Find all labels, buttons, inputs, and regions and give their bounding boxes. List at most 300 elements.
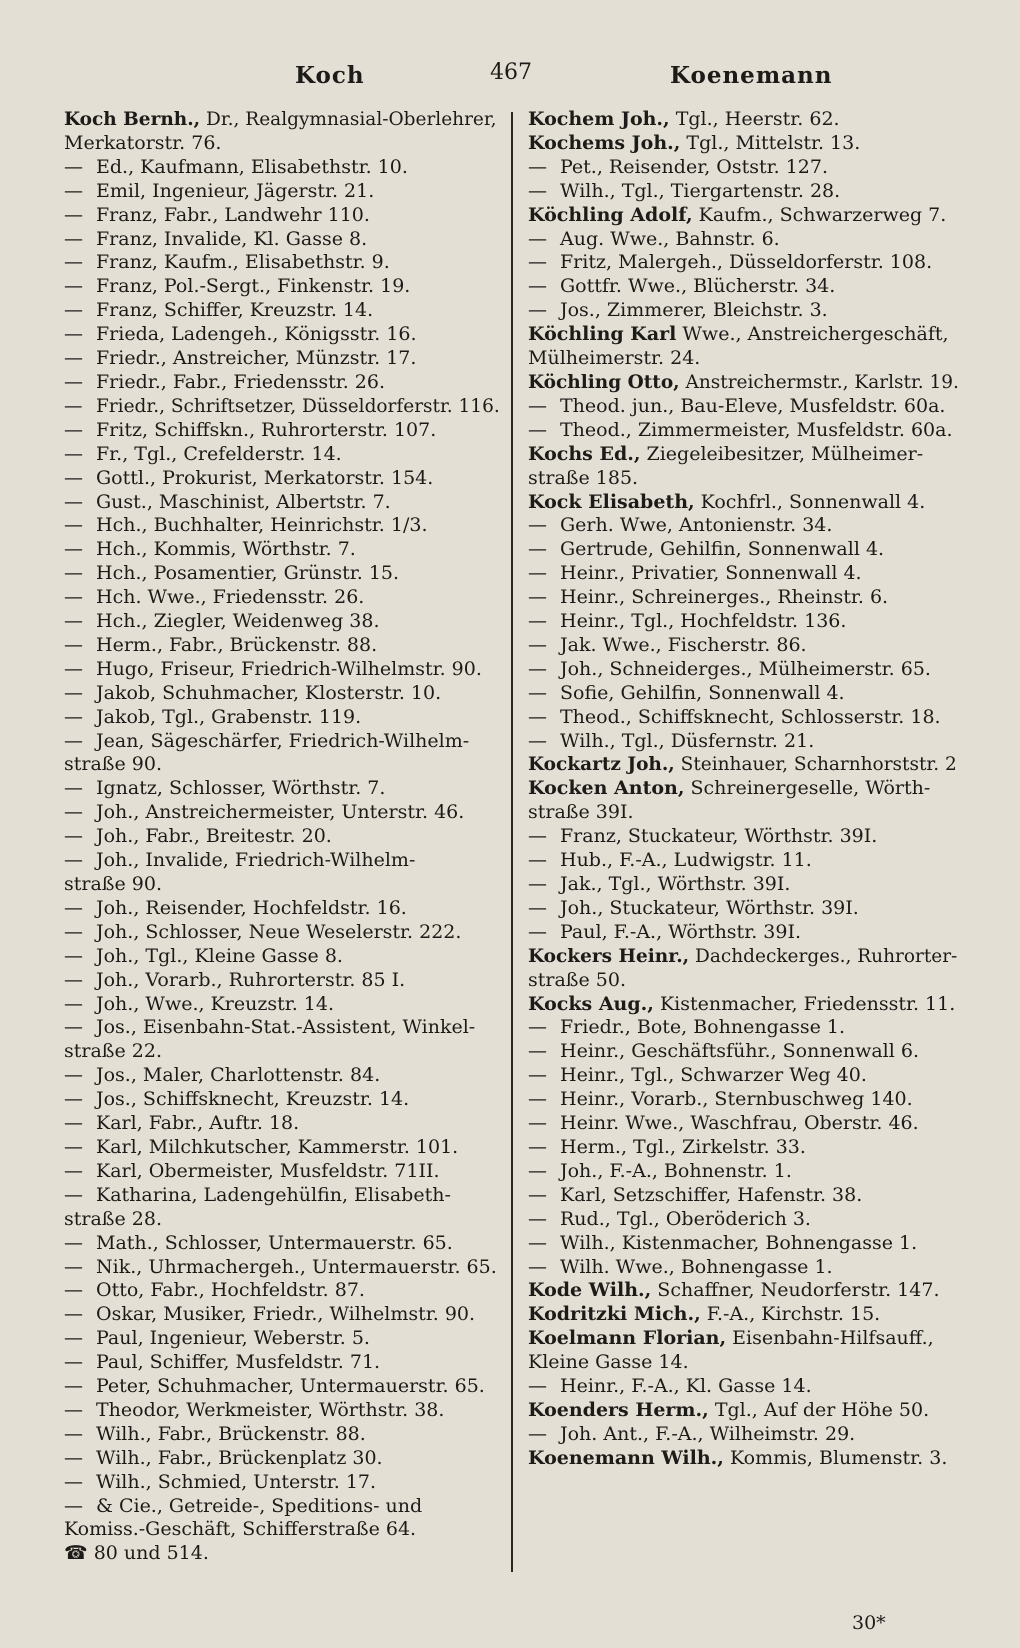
directory-entry [528,1208,960,1232]
entry-details: Paul, Schiffer, Musfeldstr. 71. [96,1351,381,1374]
ditto-dash: — [528,1135,547,1158]
ditto-dash: — [64,466,83,489]
directory-entry [528,395,960,419]
directory-entry [528,371,960,395]
directory-entry [64,1327,500,1351]
directory-entry [528,108,960,132]
entry-surname: Köchling Adolf, [528,203,693,226]
entry-details: Heinr. Wwe., Waschfrau, Oberstr. 46. [560,1112,919,1135]
directory-entry [528,562,960,586]
entry-details: Peter, Schuhmacher, Untermauerstr. 65. [96,1375,485,1398]
directory-entry [528,1303,960,1327]
entry-details: Wilh., Schmied, Unterstr. 17. [96,1470,377,1493]
ditto-dash: — [528,849,547,872]
ditto-dash: — [528,681,547,704]
directory-entry [64,275,500,299]
entry-details: Tgl., Mittelstr. 13. [686,131,861,154]
directory-entry [528,1136,960,1160]
ditto-dash: — [64,155,83,178]
entry-details: Jakob, Tgl., Grabenstr. 119. [96,705,362,728]
entry-details: Hch., Buchhalter, Heinrichstr. 1/3. [96,514,428,537]
ditto-dash: — [528,1159,547,1182]
entry-details: & Cie., Getreide-, Speditions- und [96,1494,423,1517]
directory-entry [64,610,500,634]
directory-entry [64,1423,500,1447]
entry-details: Heinr., Privatier, Sonnenwall 4. [560,562,862,585]
entry-details: Franz, Stuckateur, Wörthstr. 39I. [560,825,878,848]
entry-continuation [528,1351,960,1375]
ditto-dash: — [64,920,83,943]
entry-details: Paul, Ingenieur, Weberstr. 5. [96,1327,370,1350]
ditto-dash: — [64,1446,83,1469]
directory-entry [528,1256,960,1280]
entry-surname: Koenders Herm., [528,1398,709,1421]
directory-entry [528,586,960,610]
ditto-dash: — [528,538,547,561]
entry-continuation [528,969,960,993]
directory-entry [64,634,500,658]
ditto-dash: — [64,179,83,202]
entry-details: Gust., Maschinist, Albertstr. 7. [96,490,391,513]
ditto-dash: — [64,777,83,800]
entry-details: Math., Schlosser, Untermauerstr. 65. [96,1231,453,1254]
entry-details: Friedr., Anstreicher, Münzstr. 17. [96,347,417,370]
entry-details: Tgl., Heerstr. 62. [675,108,840,130]
ditto-dash: — [64,251,83,274]
ditto-dash: — [64,633,83,656]
entry-continuation [528,467,960,491]
entry-text: straße 90. [64,873,162,895]
entry-details: Theod., Schiffsknecht, Schlosserstr. 18. [560,705,941,728]
entry-details: Joh., Schlosser, Neue Weselerstr. 222. [96,920,462,943]
entry-details: Herm., Tgl., Zirkelstr. 33. [560,1135,806,1158]
entry-details: Joh., Schneiderges., Mülheimerstr. 65. [560,657,931,680]
ditto-dash: — [64,1255,83,1278]
entry-text: Merkatorstr. 76. [64,131,222,154]
entry-details: Schreinergeselle, Wörth- [690,777,931,800]
directory-entry [64,1303,500,1327]
ditto-dash: — [528,729,547,752]
ditto-dash: — [528,825,547,848]
ditto-dash: — [64,705,83,728]
entry-surname: Kodritzki Mich., [528,1303,701,1326]
ditto-dash: — [528,1016,547,1039]
ditto-dash: — [528,275,547,298]
entry-details: Heinr., Tgl., Hochfeldstr. 136. [560,610,847,633]
entry-details: Joh., Anstreichermeister, Unterstr. 46. [96,801,465,824]
ditto-dash: — [528,1088,547,1111]
entry-text: straße 39I. [528,801,634,824]
directory-entry [64,586,500,610]
ditto-dash: — [64,968,83,991]
directory-entry [528,1112,960,1136]
directory-entry [528,825,960,849]
entry-details: Karl, Obermeister, Musfeldstr. 71II. [96,1159,440,1182]
ditto-dash: — [528,1112,547,1135]
ditto-dash: — [528,227,547,250]
directory-entry [528,514,960,538]
directory-entry [528,419,960,443]
directory-entry [64,1088,500,1112]
ditto-dash: — [64,657,83,680]
directory-entry [528,1160,960,1184]
ditto-dash: — [528,394,547,417]
entry-details: Karl, Milchkutscher, Kammerstr. 101. [96,1135,459,1158]
right-column [528,108,960,1471]
entry-surname: Köchling Otto, [528,371,680,393]
directory-entry [528,538,960,562]
directory-entry [64,993,500,1017]
entry-details: Emil, Ingenieur, Jägerstr. 21. [96,179,375,202]
directory-entry [528,1399,960,1423]
directory-entry [528,1375,960,1399]
ditto-dash: — [528,1255,547,1278]
ditto-dash: — [64,1135,83,1158]
header-first-name: Koch [295,62,365,89]
entry-details: Joh., Tgl., Kleine Gasse 8. [96,944,343,967]
directory-entry [64,706,500,730]
ditto-dash: — [64,347,83,370]
directory-entry [528,228,960,252]
directory-entry [64,658,500,682]
ditto-dash: — [64,1112,83,1135]
ditto-dash: — [528,562,547,585]
directory-entry [64,347,500,371]
directory-entry [528,204,960,228]
entry-surname: Koch Bernh., [64,109,201,130]
entry-details: Joh., Wwe., Kreuzstr. 14. [96,992,335,1015]
directory-entry [64,849,500,873]
ditto-dash: — [528,179,547,202]
directory-entry [64,228,500,252]
ditto-dash: — [64,896,83,919]
directory-entry [528,491,960,515]
directory-entry [528,730,960,754]
ditto-dash: — [64,1375,83,1398]
directory-entry [64,1184,500,1208]
entry-surname: Koenemann Wilh., [528,1446,724,1469]
ditto-dash: — [64,1064,83,1087]
entry-details: Jos., Schiffsknecht, Kreuzstr. 14. [96,1088,410,1111]
directory-entry [528,610,960,634]
entry-details: Herm., Fabr., Brückenstr. 88. [96,633,378,656]
directory-entry [528,945,960,969]
directory-entry [528,1184,960,1208]
directory-entry [528,251,960,275]
directory-entry [528,1447,960,1471]
entry-details: Anstreichermstr., Karlstr. 19. [685,371,959,393]
directory-entry [64,1160,500,1184]
directory-entry [64,897,500,921]
ditto-dash: — [528,1231,547,1254]
entry-details: Ignatz, Schlosser, Wörthstr. 7. [96,777,386,800]
entry-details: Joh., Invalide, Friedrich-Wilhelm- [96,849,416,872]
entry-details: Fr., Tgl., Crefelderstr. 14. [96,442,342,465]
entry-surname: Kocken Anton, [528,777,685,800]
entry-details: Franz, Kaufm., Elisabethstr. 9. [96,251,390,274]
ditto-dash: — [64,944,83,967]
ditto-dash: — [528,657,547,680]
directory-entry [64,562,500,586]
directory-entry [64,419,500,443]
directory-entry [528,132,960,156]
entry-details: Hch., Posamentier, Grünstr. 15. [96,562,400,585]
ditto-dash: — [528,896,547,919]
directory-entry [528,156,960,180]
entry-details: Theodor, Werkmeister, Wörthstr. 38. [96,1398,445,1421]
ditto-dash: — [64,1303,83,1326]
entry-continuation [64,873,500,897]
header-last-name: Koenemann [670,62,833,89]
entry-text: straße 50. [528,968,626,991]
entry-details: Tgl., Auf der Höhe 50. [714,1398,930,1421]
entry-details: Hugo, Friseur, Friedrich-Wilhelmstr. 90. [96,657,482,680]
entry-details: Otto, Fabr., Hochfeldstr. 87. [96,1279,365,1302]
directory-entry [528,873,960,897]
entry-details: Sofie, Gehilfin, Sonnenwall 4. [560,681,845,704]
entry-continuation [64,1040,500,1064]
ditto-dash: — [64,681,83,704]
entry-details: Jos., Zimmerer, Bleichstr. 3. [560,299,828,322]
entry-details: Kaufm., Schwarzerweg 7. [698,203,947,226]
directory-entry [64,204,500,228]
directory-entry [64,1399,500,1423]
ditto-dash: — [64,1231,83,1254]
entry-surname: Köchling Karl [528,323,677,346]
entry-details: Oskar, Musiker, Friedr., Wilhelmstr. 90. [96,1303,476,1326]
ditto-dash: — [528,1064,547,1087]
entry-text: Komiss.-Geschäft, Schifferstraße 64. [64,1518,417,1541]
directory-entry [64,108,500,132]
entry-details: Franz, Schiffer, Kreuzstr. 14. [96,299,374,322]
entry-continuation [528,347,960,371]
entry-details: Jakob, Schuhmacher, Klosterstr. 10. [96,681,442,704]
directory-entry [528,443,960,467]
directory-entry [528,706,960,730]
ditto-dash: — [528,514,547,537]
directory-entry [64,730,500,754]
entry-details: Wilh., Tgl., Düsfernstr. 21. [560,729,815,752]
entry-continuation [64,753,500,777]
entry-details: Wilh., Tgl., Tiergartenstr. 28. [560,179,841,202]
entry-details: Gottl., Prokurist, Merkatorstr. 154. [96,466,434,489]
entry-surname: Kochems Joh., [528,131,681,154]
directory-entry [64,514,500,538]
entry-details: Karl, Setzschiffer, Hafenstr. 38. [560,1183,863,1206]
directory-entry [64,156,500,180]
entry-continuation [64,132,500,156]
ditto-dash: — [528,418,547,441]
directory-entry [528,897,960,921]
ditto-dash: — [528,1207,547,1230]
ditto-dash: — [64,1159,83,1182]
entry-details: Friedr., Fabr., Friedensstr. 26. [96,370,386,393]
directory-entry [528,753,960,777]
directory-entry [64,251,500,275]
directory-entry [64,1375,500,1399]
directory-entry [64,777,500,801]
entry-details: Gottfr. Wwe., Blücherstr. 34. [560,275,836,298]
ditto-dash: — [64,1351,83,1374]
entry-surname: Kockartz Joh., [528,754,675,776]
entry-details: Heinr., Tgl., Schwarzer Weg 40. [560,1064,867,1087]
entry-details: Theod. jun., Bau-Eleve, Musfeldstr. 60a. [560,394,946,417]
entry-surname: Kockers Heinr., [528,945,690,967]
ditto-dash: — [64,992,83,1015]
ditto-dash: — [64,562,83,585]
directory-entry [528,777,960,801]
ditto-dash: — [64,1422,83,1445]
entry-text: straße 22. [64,1040,162,1063]
ditto-dash: — [528,633,547,656]
directory-entry [528,921,960,945]
entry-text: straße 185. [528,466,639,489]
ditto-dash: — [64,1398,83,1421]
entry-details: Franz, Pol.-Sergt., Finkenstr. 19. [96,275,411,298]
entry-details: Friedr., Schriftsetzer, Düsseldorferstr. 116. [96,395,500,417]
ditto-dash: — [64,1088,83,1111]
directory-entry [64,395,500,419]
ditto-dash: — [64,1494,83,1517]
entry-surname: Kocks Aug., [528,992,654,1015]
directory-entry [64,969,500,993]
entry-details: Jean, Sägeschärfer, Friedrich-Wilhelm- [96,729,470,752]
entry-text: ☎ 80 und 514. [64,1542,209,1565]
entry-details: Wwe., Anstreichergeschäft, [682,323,949,346]
entry-details: Rud., Tgl., Oberöderich 3. [560,1207,811,1230]
ditto-dash: — [64,801,83,824]
directory-entry [528,275,960,299]
entry-details: Friedr., Bote, Bohnengasse 1. [560,1016,845,1039]
directory-entry [528,993,960,1017]
ditto-dash: — [64,490,83,513]
entry-details: Joh. Ant., F.-A., Wilheimstr. 29. [560,1422,856,1445]
entry-details: Dachdeckerges., Ruhrorter- [695,945,958,967]
entry-details: Fritz, Malergeh., Düsseldorferstr. 108. [560,251,933,274]
entry-details: Jak., Tgl., Wörthstr. 39I. [560,873,791,895]
directory-entry [64,467,500,491]
entry-continuation [64,1518,500,1542]
ditto-dash: — [528,586,547,609]
ditto-dash: — [64,1016,83,1039]
ditto-dash: — [64,442,83,465]
entry-details: Hch. Wwe., Friedensstr. 26. [96,586,365,609]
entry-details: Wilh., Fabr., Brückenstr. 88. [96,1422,366,1445]
ditto-dash: — [64,1470,83,1493]
entry-details: Jak. Wwe., Fischerstr. 86. [560,633,807,656]
entry-details: Heinr., Schreinerges., Rheinstr. 6. [560,586,889,609]
directory-entry [528,180,960,204]
entry-surname: Kochs Ed., [528,442,641,465]
entry-surname: Kock Elisabeth, [528,490,695,513]
entry-details: Heinr., Geschäftsführ., Sonnenwall 6. [560,1040,919,1063]
entry-details: Hub., F.-A., Ludwigstr. 11. [560,849,812,872]
entry-details: Kommis, Blumenstr. 3. [729,1446,948,1469]
directory-entry [528,1327,960,1351]
ditto-dash: — [64,227,83,250]
entry-details: Frieda, Ladengeh., Königsstr. 16. [96,323,417,346]
entry-details: Joh., Vorarb., Ruhrorterstr. 85 I. [96,968,406,991]
ditto-dash: — [528,610,547,633]
ditto-dash: — [64,538,83,561]
directory-entry [528,849,960,873]
entry-details: Kochfrl., Sonnenwall 4. [700,490,926,513]
directory-entry [528,658,960,682]
directory-entry [528,1064,960,1088]
entry-details: Gerh. Wwe, Antonienstr. 34. [560,514,833,537]
entry-continuation [64,1542,500,1566]
ditto-dash: — [64,1279,83,1302]
ditto-dash: — [528,155,547,178]
entry-details: Katharina, Ladengehülfin, Elisabeth- [96,1183,451,1206]
directory-entry [64,1471,500,1495]
entry-details: Karl, Fabr., Auftr. 18. [96,1112,300,1135]
ditto-dash: — [64,299,83,322]
directory-entry [64,538,500,562]
directory-entry [64,682,500,706]
entry-text: Mülheimerstr. 24. [528,347,701,370]
directory-entry [64,299,500,323]
ditto-dash: — [64,275,83,298]
entry-details: Aug. Wwe., Bahnstr. 6. [560,227,780,250]
entry-details: Jos., Eisenbahn-Stat.-Assistent, Winkel- [96,1016,476,1039]
directory-entry [528,682,960,706]
entry-details: Franz, Fabr., Landwehr 110. [96,203,370,226]
entry-details: Nik., Uhrmachergeh., Untermauerstr. 65. [96,1255,497,1278]
directory-entry [64,801,500,825]
ditto-dash: — [528,920,547,943]
left-column [64,108,500,1566]
entry-text: straße 28. [64,1207,162,1230]
ditto-dash: — [64,370,83,393]
page-header [60,58,960,98]
column-divider [511,112,513,1572]
entry-details: Fritz, Schiffskn., Ruhrorterstr. 107. [96,418,437,441]
ditto-dash: — [528,705,547,728]
ditto-dash: — [528,1375,547,1398]
directory-entry [528,1232,960,1256]
directory-entry [64,1279,500,1303]
ditto-dash: — [64,1183,83,1206]
directory-entry [64,443,500,467]
entry-details: Joh., Fabr., Breitestr. 20. [96,825,332,848]
entry-details: Paul, F.-A., Wörthstr. 39I. [560,920,801,943]
ditto-dash: — [64,323,83,346]
ditto-dash: — [64,849,83,872]
entry-text: straße 90. [64,753,162,776]
entry-details: Jos., Maler, Charlottenstr. 84. [96,1064,381,1087]
ditto-dash: — [528,1040,547,1063]
entry-surname: Kochem Joh., [528,108,670,130]
entry-details: Pet., Reisender, Oststr. 127. [560,155,828,178]
entry-details: Ziegeleibesitzer, Mülheimer- [646,442,924,465]
directory-entry [528,1088,960,1112]
entry-details: Schaffner, Neudorferstr. 147. [657,1279,940,1302]
directory-entry [528,299,960,323]
directory-entry [64,945,500,969]
directory-entry [64,1136,500,1160]
entry-details: Steinhauer, Scharnhorststr. 2 [680,754,957,776]
directory-entry [528,1423,960,1447]
ditto-dash: — [528,299,547,322]
entry-details: Wilh., Kistenmacher, Bohnengasse 1. [560,1231,918,1254]
directory-entry [64,180,500,204]
directory-entry [64,371,500,395]
entry-details: Joh., F.-A., Bohnenstr. 1. [560,1159,792,1182]
entry-details: Joh., Reisender, Hochfeldstr. 16. [96,896,407,919]
entry-surname: Koelmann Florian, [528,1327,727,1350]
directory-entry [64,1232,500,1256]
